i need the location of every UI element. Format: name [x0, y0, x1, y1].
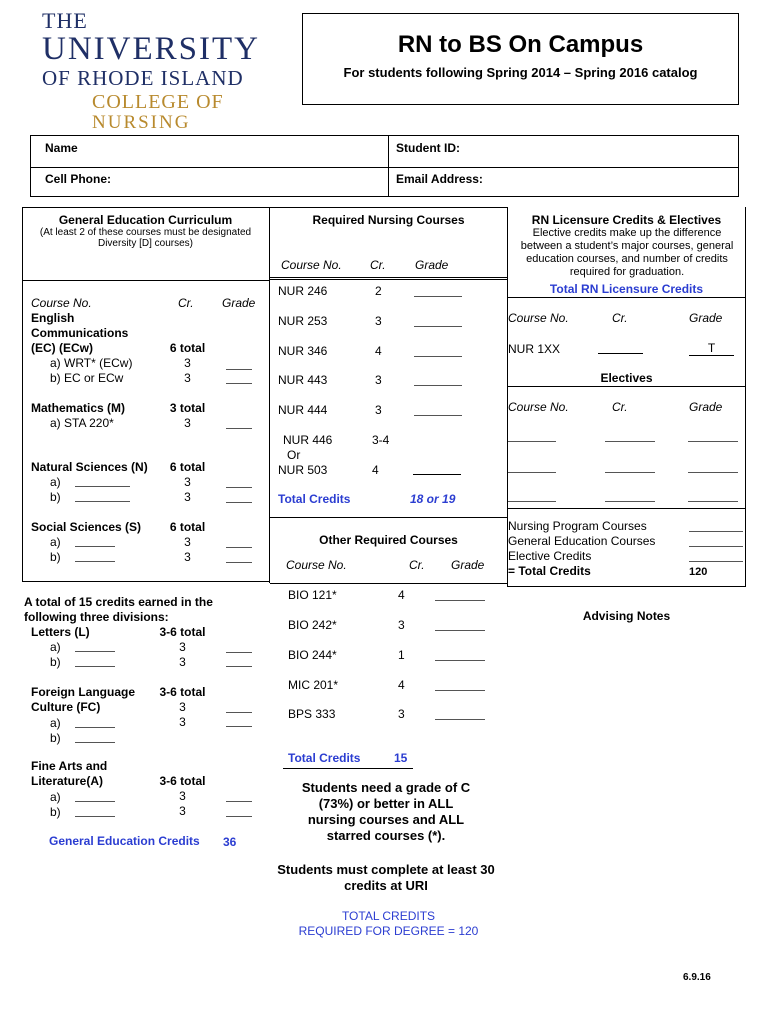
ec-grade-b[interactable] — [226, 383, 252, 384]
nur503-cr: 4 — [372, 463, 379, 477]
nur446-cr: 3-4 — [372, 433, 390, 447]
flc-course-a[interactable] — [75, 727, 115, 728]
fal-grade-a[interactable] — [226, 801, 252, 802]
ns-course-a[interactable] — [75, 486, 130, 487]
gen-ed-col-cr: Cr. — [178, 296, 194, 310]
other-grade-4[interactable] — [435, 719, 485, 720]
other-grade-3[interactable] — [435, 690, 485, 691]
ec-cr-b: 3 — [184, 371, 191, 385]
letters-grade-a[interactable] — [226, 652, 252, 653]
nursing-course-4: NUR 444 — [278, 403, 328, 417]
gen-ed-title: General Education Curriculum — [58, 213, 233, 227]
email-field[interactable]: Email Address: — [396, 172, 483, 186]
summary-elective: Elective Credits — [508, 549, 592, 563]
elective-cr-1[interactable] — [605, 472, 655, 473]
ns-grade-b[interactable] — [226, 502, 252, 503]
other-course-0: BIO 121* — [288, 588, 337, 602]
other-cr-1: 3 — [398, 618, 405, 632]
ec-grade-a[interactable] — [226, 369, 252, 370]
lic-nur-course: NUR 1XX — [508, 342, 561, 356]
lic-col-cr: Cr. — [612, 311, 628, 325]
fal-cr-a: 3 — [179, 789, 186, 803]
math-a: a) STA 220* — [50, 416, 114, 430]
summary-program: Nursing Program Courses — [508, 519, 647, 533]
math-total: 3 total — [169, 401, 206, 415]
ss-course-b[interactable] — [75, 561, 115, 562]
math-grade-a[interactable] — [226, 428, 252, 429]
ss-grade-b[interactable] — [226, 562, 252, 563]
nursing-cr-4: 3 — [375, 403, 382, 417]
logo-line-nursing: NURSING — [92, 112, 191, 133]
flc-grade-a[interactable] — [226, 712, 252, 713]
ec-a: a) WRT* (ECw) — [50, 356, 133, 370]
letters-cr-a: 3 — [179, 640, 186, 654]
nursing-col-cr: Cr. — [370, 258, 386, 272]
elective-grade-1[interactable] — [688, 472, 738, 473]
fal-a: a) — [50, 790, 61, 804]
letters-course-a[interactable] — [75, 651, 115, 652]
licensure-total-label: Total RN Licensure Credits — [549, 282, 704, 296]
licensure-desc: Elective credits make up the difference between a student’s major courses, general education courses, and number of credits required for graduation. — [520, 227, 734, 278]
ns-a: a) — [50, 475, 61, 489]
ns-cr-a: 3 — [184, 475, 191, 489]
header-box — [302, 13, 739, 105]
flc-b: b) — [50, 731, 61, 745]
logo-line-university: UNIVERSITY — [42, 31, 260, 67]
advising-notes-title: Advising Notes — [582, 609, 671, 623]
nursing-cr-2: 4 — [375, 344, 382, 358]
ss-cr-b: 3 — [184, 550, 191, 564]
nursing-cr-1: 3 — [375, 314, 382, 328]
flc-cr-b: 3 — [179, 715, 186, 729]
other-cr-0: 4 — [398, 588, 405, 602]
nursing-grade-0[interactable] — [414, 296, 462, 297]
ss-cr-a: 3 — [184, 535, 191, 549]
ns-course-b[interactable] — [75, 501, 130, 502]
nursing-cr-0: 2 — [375, 284, 382, 298]
letters-course-b[interactable] — [75, 666, 115, 667]
elect-col-course: Course No. — [508, 400, 569, 414]
electives-title: Electives — [600, 371, 653, 385]
elective-grade-2[interactable] — [688, 501, 738, 502]
name-field[interactable]: Name — [45, 141, 78, 155]
summary-gen-blank[interactable] — [689, 546, 743, 547]
letters-label: Letters (L) — [31, 625, 90, 639]
nursing-total-value: 18 or 19 — [410, 492, 456, 506]
page-title: RN to BS On Campus — [397, 31, 644, 58]
math-label: Mathematics (M) — [31, 401, 126, 415]
nursing-total-label: Total Credits — [278, 492, 351, 506]
summary-elective-blank[interactable] — [689, 561, 743, 562]
summary-total-label: = Total Credits — [508, 564, 591, 578]
student-id-field[interactable]: Student ID: — [396, 141, 460, 155]
other-grade-1[interactable] — [435, 630, 485, 631]
ss-grade-a[interactable] — [226, 547, 252, 548]
other-cr-3: 4 — [398, 678, 405, 692]
fal-grade-b[interactable] — [226, 816, 252, 817]
logo-line-college: COLLEGE OF — [92, 91, 224, 113]
nursing-col-grade: Grade — [415, 258, 449, 272]
ss-total: 6 total — [169, 520, 206, 534]
page-subtitle: For students following Spring 2014 – Spring 2016 catalog — [343, 65, 698, 80]
ec-cr-a: 3 — [184, 356, 191, 370]
logo-line-ri: OF RHODE ISLAND — [42, 66, 244, 90]
ss-a: a) — [50, 535, 61, 549]
gen-ed-credits-value: 36 — [223, 835, 237, 849]
fal-course-a[interactable] — [75, 801, 115, 802]
nur503-grade[interactable] — [413, 474, 461, 475]
ss-label: Social Sciences (S) — [31, 520, 142, 534]
other-col-grade: Grade — [451, 558, 485, 572]
nursing-grade-1[interactable] — [414, 326, 462, 327]
letters-total: 3-6 total — [159, 625, 206, 639]
ns-total: 6 total — [169, 460, 206, 474]
letters-a: a) — [50, 640, 61, 654]
total-credits-line2: REQUIRED FOR DEGREE = 120 — [298, 924, 479, 938]
elect-col-cr: Cr. — [612, 400, 628, 414]
fal-b: b) — [50, 805, 61, 819]
ec-label: English Communications (EC) (ECw) — [31, 311, 129, 355]
other-cr-4: 3 — [398, 707, 405, 721]
student-info-box — [30, 135, 739, 197]
elective-cr-2[interactable] — [605, 501, 655, 502]
elective-course-0[interactable] — [508, 441, 556, 442]
other-col-cr: Cr. — [409, 558, 425, 572]
ns-grade-a[interactable] — [226, 487, 252, 488]
other-course-3: MIC 201* — [288, 678, 339, 692]
ss-course-a[interactable] — [75, 546, 115, 547]
other-total-label: Total Credits — [288, 751, 361, 765]
nursing-grade-3[interactable] — [414, 385, 462, 386]
revision-date: 6.9.16 — [683, 972, 711, 983]
lic-col-grade: Grade — [689, 311, 723, 325]
gen-ed-note: (At least 2 of these courses must be designated Diversity [D] courses) — [39, 227, 252, 249]
logo-line-the: THE — [42, 8, 88, 33]
total-credits-line1: TOTAL CREDITS — [341, 909, 436, 923]
nursing-col-course: Course No. — [281, 258, 342, 272]
gen-ed-credits-label: General Education Credits — [49, 834, 200, 848]
cell-phone-field[interactable]: Cell Phone: — [45, 172, 112, 186]
ec-total: 6 total — [169, 341, 206, 355]
licensure-title: RN Licensure Credits & Electives — [531, 213, 722, 227]
divisions-note: A total of 15 credits earned in the following three divisions: — [24, 595, 213, 624]
letters-grade-b[interactable] — [226, 666, 252, 667]
fal-label: Fine Arts and Literature(A) — [31, 759, 108, 788]
ss-b: b) — [50, 550, 61, 564]
nur-or: Or — [287, 448, 301, 462]
other-course-4: BPS 333 — [288, 707, 336, 721]
nur446: NUR 446 — [283, 433, 333, 447]
flc-grade-b[interactable] — [226, 726, 252, 727]
other-cr-2: 1 — [398, 648, 405, 662]
flc-course-b[interactable] — [75, 742, 115, 743]
other-col-course: Course No. — [286, 558, 347, 572]
math-cr-a: 3 — [184, 416, 191, 430]
elective-cr-0[interactable] — [605, 441, 655, 442]
other-total-value: 15 — [394, 751, 408, 765]
nursing-course-3: NUR 443 — [278, 373, 328, 387]
fal-total: 3-6 total — [159, 774, 206, 788]
lic-col-course: Course No. — [508, 311, 569, 325]
ec-b: b) EC or ECw — [50, 371, 124, 385]
elective-course-2[interactable] — [508, 501, 556, 502]
other-title: Other Required Courses — [319, 533, 458, 547]
uri-credits-note: Students must complete at least 30 credits at URI — [277, 862, 495, 893]
gen-ed-col-grade: Grade — [222, 296, 256, 310]
elect-col-grade: Grade — [689, 400, 723, 414]
nursing-grade-4[interactable] — [414, 415, 462, 416]
ns-cr-b: 3 — [184, 490, 191, 504]
nursing-grade-2[interactable] — [414, 356, 462, 357]
nursing-title: Required Nursing Courses — [312, 213, 465, 227]
flc-a: a) — [50, 716, 61, 730]
fal-cr-b: 3 — [179, 804, 186, 818]
nur503: NUR 503 — [278, 463, 328, 477]
summary-gen-ed: General Education Courses — [508, 534, 656, 548]
other-grade-2[interactable] — [435, 660, 485, 661]
ns-label: Natural Sciences (N) — [31, 460, 148, 474]
letters-cr-b: 3 — [179, 655, 186, 669]
university-logo — [42, 10, 282, 133]
gen-ed-col-course: Course No. — [31, 296, 92, 310]
other-course-1: BIO 242* — [288, 618, 337, 632]
lic-nur-grade: T — [689, 341, 734, 356]
nursing-course-1: NUR 253 — [278, 314, 328, 328]
nursing-course-0: NUR 246 — [278, 284, 328, 298]
fal-course-b[interactable] — [75, 816, 115, 817]
summary-total-value: 120 — [689, 566, 708, 578]
flc-label: Foreign Language Culture (FC) — [31, 685, 136, 714]
other-grade-0[interactable] — [435, 600, 485, 601]
letters-b: b) — [50, 655, 61, 669]
lic-nur-cr-blank[interactable] — [598, 353, 643, 354]
ns-b: b) — [50, 490, 61, 504]
elective-grade-0[interactable] — [688, 441, 738, 442]
elective-course-1[interactable] — [508, 472, 556, 473]
summary-program-blank[interactable] — [689, 531, 743, 532]
nursing-cr-3: 3 — [375, 373, 382, 387]
flc-total: 3-6 total — [159, 685, 206, 699]
nursing-course-2: NUR 346 — [278, 344, 328, 358]
other-course-2: BIO 244* — [288, 648, 337, 662]
flc-cr-a: 3 — [179, 700, 186, 714]
grade-requirement-note: Students need a grade of C (73%) or better in ALL nursing courses and ALL starred courses (*). — [301, 780, 471, 843]
